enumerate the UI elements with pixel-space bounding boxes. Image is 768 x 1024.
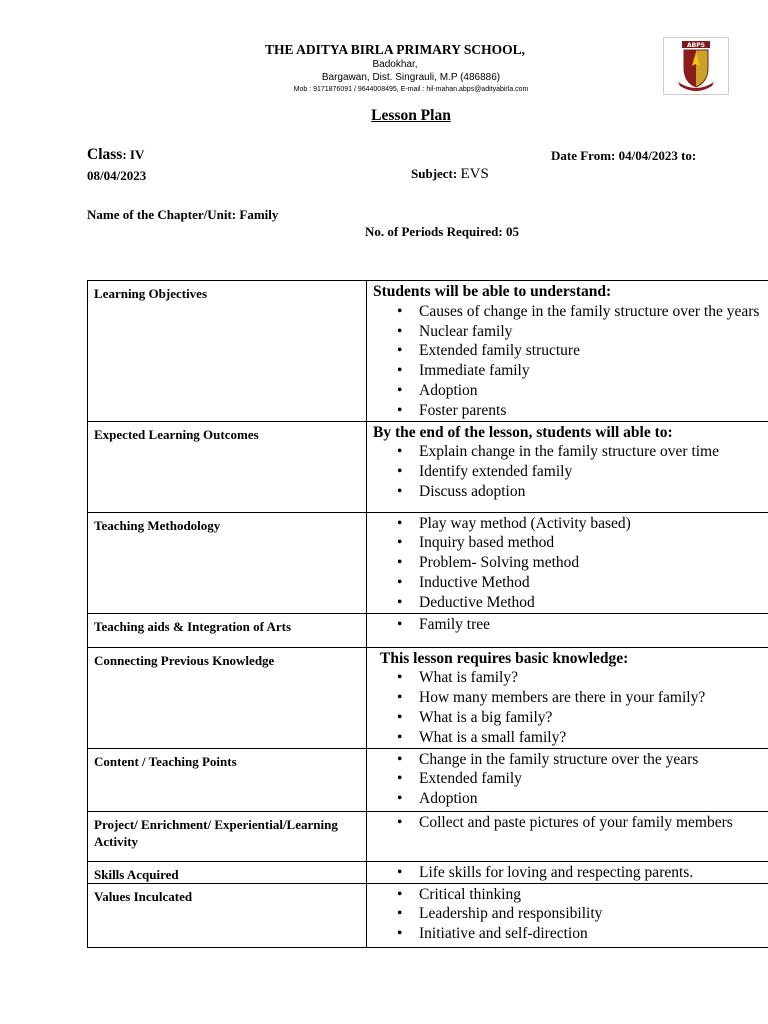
row-label: Teaching aids & Integration of Arts [88,613,367,647]
list-item: • Immediate family [419,361,768,381]
bullet-list [373,750,768,809]
subject-field [411,166,489,183]
date-from-field [551,148,696,164]
bullet-list [373,668,768,747]
school-address-line2: Bargawan, Dist. Singrauli, M.P (486886) [321,72,501,83]
row-content [367,613,768,647]
list-item: • Nuclear family [419,322,768,342]
content-heading: Students will be able to understand: [373,283,612,300]
list-item: • Problem- Solving method [419,553,768,573]
periods-required: No. of Periods Required: 05 [365,224,519,239]
date-from-label: Date From: [551,148,616,163]
row-content [367,861,768,883]
row-content [367,883,768,947]
list-item: • Critical thinking [419,885,768,905]
class-field: Class: IV [87,146,145,163]
list-item: • Inductive Method [419,573,768,593]
row-label: Project/ Enrichment/ Experiential/Learning Activity [88,811,367,861]
bullet-list [373,885,768,944]
row-label: Skills Acquired [88,861,367,883]
logo-text: ABPS [687,42,705,49]
list-item: • Causes of change in the family structure over the years [419,302,768,322]
class-value: IV [129,147,145,162]
list-item: • Discuss adoption [419,482,768,502]
content-heading: This lesson requires basic knowledge: [380,649,629,667]
subject-value: EVS [460,166,489,182]
list-item: • Explain change in the family structure over time [419,442,768,462]
bullet-list [373,442,768,501]
bullet-list [373,863,768,883]
row-content [367,748,768,811]
list-item: • What is family? [419,668,768,688]
table-row [88,421,768,512]
bullet-list [373,615,768,635]
date-to: 08/04/2023 [87,168,147,183]
list-item: • Inquiry based method [419,533,768,553]
table-row [88,512,768,613]
chapter-label: Name of the Chapter/Unit [87,207,232,222]
row-label: Connecting Previous Knowledge [88,647,367,748]
list-item: • Play way method (Activity based) [419,514,768,534]
row-label: Learning Objectives [88,281,367,422]
date-from-value: 04/04/2023 to: [618,148,697,163]
table-row [88,613,768,647]
list-item: • Foster parents [419,401,768,421]
list-item: • Collect and paste pictures of your family members [419,813,768,833]
chapter-field: Name of the Chapter/Unit: Family [87,207,279,222]
list-item: • How many members are there in your family? [419,688,768,708]
row-label: Content / Teaching Points [88,748,367,811]
bullet-list [373,813,768,833]
row-content [367,281,768,422]
table-row [88,861,768,883]
table-row [88,883,768,947]
list-item: • Life skills for loving and respecting parents. [419,863,768,883]
list-item: • Identify extended family [419,462,768,482]
school-logo [663,37,729,95]
table-row [88,281,768,422]
school-contact: Mob : 9171876091 / 9644008495, E-mail : hil-mahan.abps@adityabirla.com [293,86,529,93]
class-label: Class [87,146,123,163]
list-item: • Extended family structure [419,341,768,361]
school-name: THE ADITYA BIRLA PRIMARY SCHOOL, [265,42,525,57]
list-item: • Deductive Method [419,593,768,613]
list-item: • Change in the family structure over the years [419,750,768,770]
table-row [88,748,768,811]
bullet-list [373,514,768,613]
list-item: • What is a small family? [419,728,768,748]
table-row [88,647,768,748]
row-label: Expected Learning Outcomes [88,421,367,512]
chapter-value: Family [239,207,279,222]
row-content [367,512,768,613]
list-item: • What is a big family? [419,708,768,728]
lesson-plan-table [87,280,768,948]
list-item: • Extended family [419,769,768,789]
page-title: Lesson Plan [371,107,451,124]
list-item: • Leadership and responsibility [419,904,768,924]
list-item: • Adoption [419,789,768,809]
row-content [367,647,768,748]
subject-label: Subject: [411,166,458,181]
bullet-list [373,302,768,421]
list-item: • Adoption [419,381,768,401]
list-item: • Initiative and self-direction [419,924,768,944]
row-label: Teaching Methodology [88,512,367,613]
list-item: • Family tree [419,615,768,635]
table-row [88,811,768,861]
content-heading: By the end of the lesson, students will able to: [373,423,673,441]
row-content [367,811,768,861]
row-content [367,421,768,512]
school-address-line1: Badokhar, [372,59,418,70]
row-label: Values Inculcated [88,883,367,947]
